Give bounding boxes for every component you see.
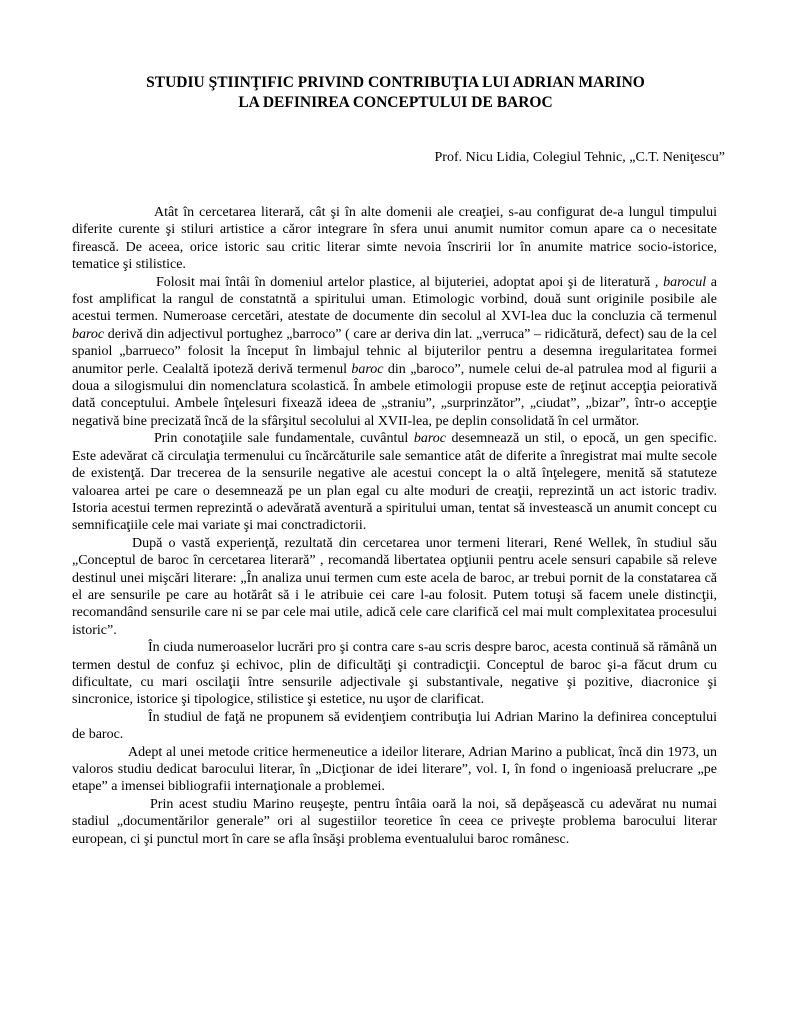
document-title (60, 73, 731, 113)
document-body (72, 204, 717, 848)
paragraph-5: În ciuda numeroaselor lucrări pro şi contra care s-au scris despre baroc, acesta continuă să rămână un termen destul de confuz şi echivoc, plin de dificultăţi şi contradicţii. Conceptul de baroc şi-a făcut drum cu dificultate, cu mari oscilaţii între sensurile adjectivale şi substantivale, negative şi pozitive, diacronice şi sincronice, istorice şi tipologice, stilistice şi estetice, nu uşor de clarificat. (72, 640, 717, 708)
author-line: Prof. Nicu Lidia, Colegiul Tehnic, „C.T. Neniţescu” (434, 150, 725, 165)
paragraph-6: În studiul de faţă ne propunem să evidenţiem contribuţia lui Adrian Marino la definirea conceptului de baroc. (72, 709, 717, 743)
paragraph-2-text-c: a fost amplificat la rangul de constatntă a spiritului uman. Etimologic vorbind, două sunt originile posibile ale acestui termen. Numeroase cercetări, atestate de documente din secolul al XVI-lea duc la concluzia că termenul (72, 274, 718, 325)
paragraph-2 (72, 274, 717, 431)
paragraph-2-text-a: Folosit mai întâi în domeniul artelor plastice, al bijuteriei, adoptat apoi şi de literatură , (156, 274, 664, 290)
paragraph-3-text-a: Prin conotaţiile sale fundamentale, cuvântul (154, 431, 414, 447)
paragraph-7: Adept al unei metode critice hermeneutice a ideilor literare, Adrian Marino a publicat, încă din 1973, un valoros studiu dedicat barocului literar, în „Dicţionar de idei literare”, vol. I, în fond o ingenioasă prelucrare „pe etape” a imensei bibliografii internaţionale a problemei. (72, 744, 717, 795)
paragraph-1: Atât în cercetarea literară, cât şi în alte domenii ale creaţiei, s-au configurat de-a lungul timpului diferite curente şi stiluri artistice a căror integrare în sfera unui anumit numitor comun apare ca o necesitate firească. De aceea, orice istoric sau critic literar simte nevoia înscririi lor în anumite matrice socio-istorice, tematice şi stilistice. (72, 205, 717, 273)
paragraph-4: După o vastă experienţă, rezultată din cercetarea unor termeni literari, René Wellek, în studiul său „Conceptul de baroc în cercetarea literară” , recomandă libertatea opţiunii pentru acele sensuri capabile să releve destinul unei mişcări literare: „În analiza unui termen cum este acela de baroc, ar trebui pornit de la constatarea că el are sensurile pe care au hotărât să i le atribuie cei care l-au folosit. Putem totuşi să facem unele distincţii, recomandând sensurile care ni se par cele mai utile, adică cele care clarifică cel mai mult complexitatea procesului istoric”. (72, 535, 717, 638)
paragraph-2-text-g: din „baroco”, numele celui de-al patrulea mod al figurii a doua a silogismului din nomenclatura scolastică. În ambele etimologii propuse este de reţinut accepţia peiorativă dată conceptului. Ambele înţelesuri fixează ideea de „straniu”, „surprinzător”, „ciudat”, „bizar”, într-o accepţie negativă bine precizată încă de la sfârşitul secolului al XVII-lea, pe deplin consolidată în cel următor. (72, 361, 717, 429)
paragraph-8: Prin acest studiu Marino reuşeşte, pentru întâia oară la noi, să depăşească cu adevărat nu numai stadiul „documentărilor generale” ori al sugestiilor teoretice în ceea ce priveşte problema barocului literar european, ci şi punctul mort în care se afla însăşi problema eventualului baroc românesc. (72, 796, 717, 847)
paragraph-3-text-c: desemnează un stil, o epocă, un gen specific. Este adevărat că circulaţia termenului cu încărcăturile sale semantice atât de diferite a înregistrat mai multe secole de existenţă. Dar trecerea de la sensurile negative ale acestui concept la o altă înţelegere, menită să statuteze valoarea artei pe care o desemnează pe un plan egal cu alte moduri de creaţii, reprezintă un act istoric tradiv. Istoria acestui termen reprezintă o adevărată aventură a spiritului uman, tentat să investească un anumit concept cu semnificaţiile cele mai variate şi mai conctradictorii. (72, 431, 717, 534)
paragraph-2-term-barocul: barocul (663, 274, 707, 290)
paragraph-2-term-baroc-1: baroc (72, 326, 105, 342)
title-line-1: STUDIU ŞTIINŢIFIC PRIVIND CONTRIBUŢIA LUI ADRIAN MARINO (146, 74, 645, 91)
title-line-2: LA DEFINIREA CONCEPTULUI DE BAROC (238, 94, 553, 111)
paragraph-3-term-baroc: baroc (413, 431, 446, 447)
paragraph-3 (72, 430, 717, 534)
paragraph-2-text-e: derivă din adjectivul portughez „barroco” ( care ar deriva din lat. „verruca” – ridicătură, defect) sau de la cel spaniol „barrueco” folosit la început în limbajul tehnic al bijuterilor pentru a desemna iregularitatea formei anumitor perle. Cealaltă ipoteză derivă termenul (72, 326, 717, 377)
paragraph-2-term-baroc-2: baroc (351, 361, 384, 377)
